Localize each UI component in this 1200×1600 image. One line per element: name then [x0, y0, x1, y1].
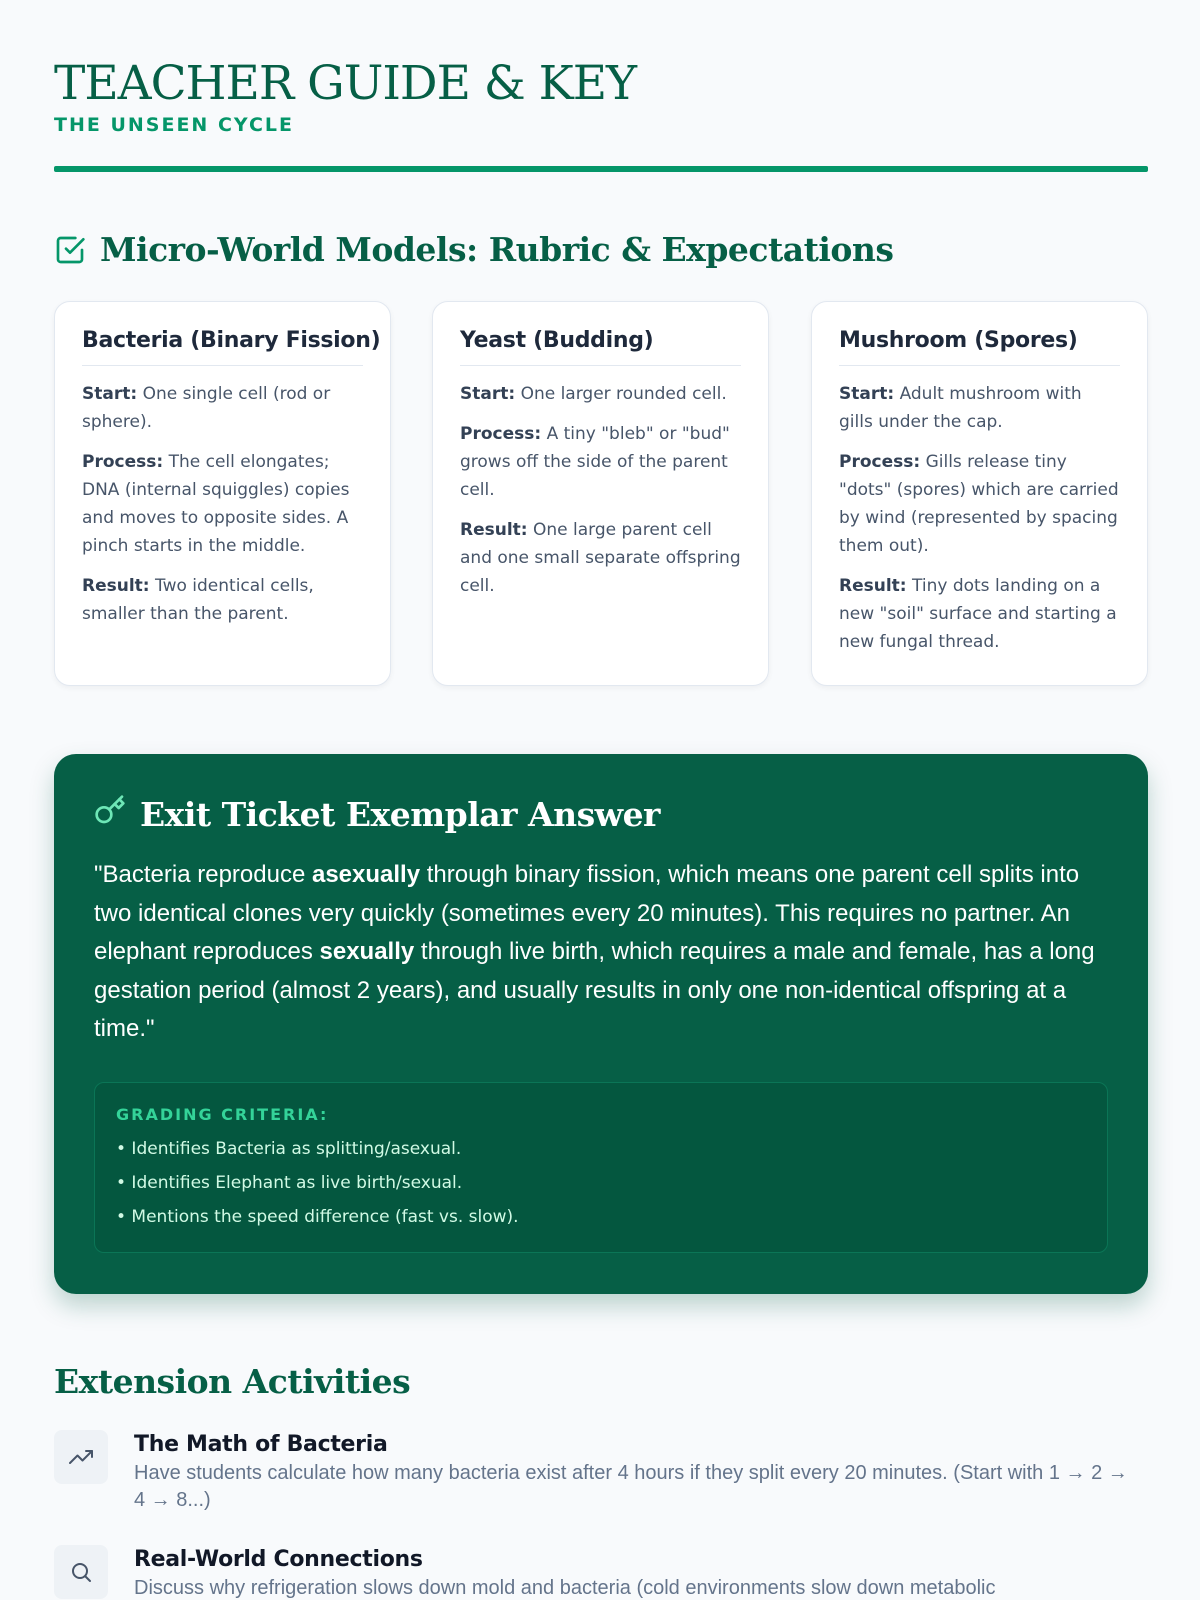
- card-title: Mushroom (Spores): [839, 328, 1120, 366]
- page-title: TEACHER GUIDE & KEY: [54, 56, 637, 111]
- extension-text: [134, 1545, 1134, 1600]
- criteria-item: • Identifies Bacteria as splitting/asexual.: [116, 1139, 462, 1159]
- header-divider: [54, 166, 1148, 172]
- card-process: Process: A tiny "bleb" or "bud" grows off the side of the parent cell.: [460, 424, 730, 500]
- checkbox-icon: [54, 234, 86, 266]
- card-yeast: [432, 301, 769, 686]
- card-result: Result: Two identical cells, smaller than the parent.: [82, 576, 314, 624]
- exemplar-answer: "Bacteria reproduce asexually through binary fission, which means one parent cell splits into two identical clones very quickly (sometimes every 20 minutes). This requires no partner. An elephant reproduces sexually through live birth, which requires a male and female, has a long gestation period (almost 2 years), and usually results in only one non-identical offspring at a time.": [94, 861, 1095, 1042]
- card-result: Result: One large parent cell and one small separate offspring cell.: [460, 520, 741, 596]
- card-start: Start: Adult mushroom with gills under the cap.: [839, 384, 1082, 432]
- exit-ticket-heading-text: Exit Ticket Exemplar Answer: [140, 794, 660, 834]
- card-title: Bacteria (Binary Fission): [82, 328, 363, 366]
- criteria-item: • Mentions the speed difference (fast vs. slow).: [116, 1207, 519, 1227]
- extension-heading: Extension Activities: [54, 1362, 411, 1401]
- extension-title: Real-World Connections: [134, 1547, 423, 1572]
- criteria-item: • Identifies Elephant as live birth/sexual.: [116, 1173, 463, 1193]
- card-start: Start: One larger rounded cell.: [460, 384, 727, 404]
- exit-ticket-heading: [94, 794, 1108, 834]
- card-title: Yeast (Budding): [460, 328, 741, 366]
- key-icon: [94, 794, 126, 834]
- rubric-heading-text: Micro-World Models: Rubric & Expectations: [100, 230, 894, 269]
- card-result: Result: Tiny dots landing on a new "soil" surface and starting a new fungal thread.: [839, 576, 1117, 652]
- page-subtitle: THE UNSEEN CYCLE: [54, 114, 294, 136]
- card-start: Start: One single cell (rod or sphere).: [82, 384, 331, 432]
- search-icon: [54, 1545, 108, 1599]
- exit-ticket-panel: [54, 754, 1148, 1294]
- card-bacteria: [54, 301, 391, 686]
- grading-criteria-box: [94, 1082, 1108, 1253]
- extension-title: The Math of Bacteria: [134, 1432, 388, 1457]
- trending-up-icon: [54, 1430, 108, 1484]
- card-process: Process: Gills release tiny "dots" (spores) which are carried by wind (represented by spacing them out).: [839, 452, 1119, 556]
- card-mushroom: [811, 301, 1148, 686]
- rubric-cards: [54, 301, 1148, 686]
- rubric-heading: [54, 230, 893, 269]
- extension-description: Have students calculate how many bacteria exist after 4 hours if they split every 20 minutes. (Start with 1 → 2 → 4 → 8...): [134, 1462, 1128, 1511]
- grading-criteria-title: GRADING CRITERIA:: [116, 1105, 329, 1124]
- grading-criteria-list: [116, 1132, 1086, 1234]
- extension-text: [134, 1430, 1134, 1514]
- extension-description: Discuss why refrigeration slows down mold and bacteria (cold environments slow down metabolic: [134, 1577, 996, 1599]
- card-process: Process: The cell elongates; DNA (internal squiggles) copies and moves to opposite sides. A pinch starts in the middle.: [82, 452, 350, 556]
